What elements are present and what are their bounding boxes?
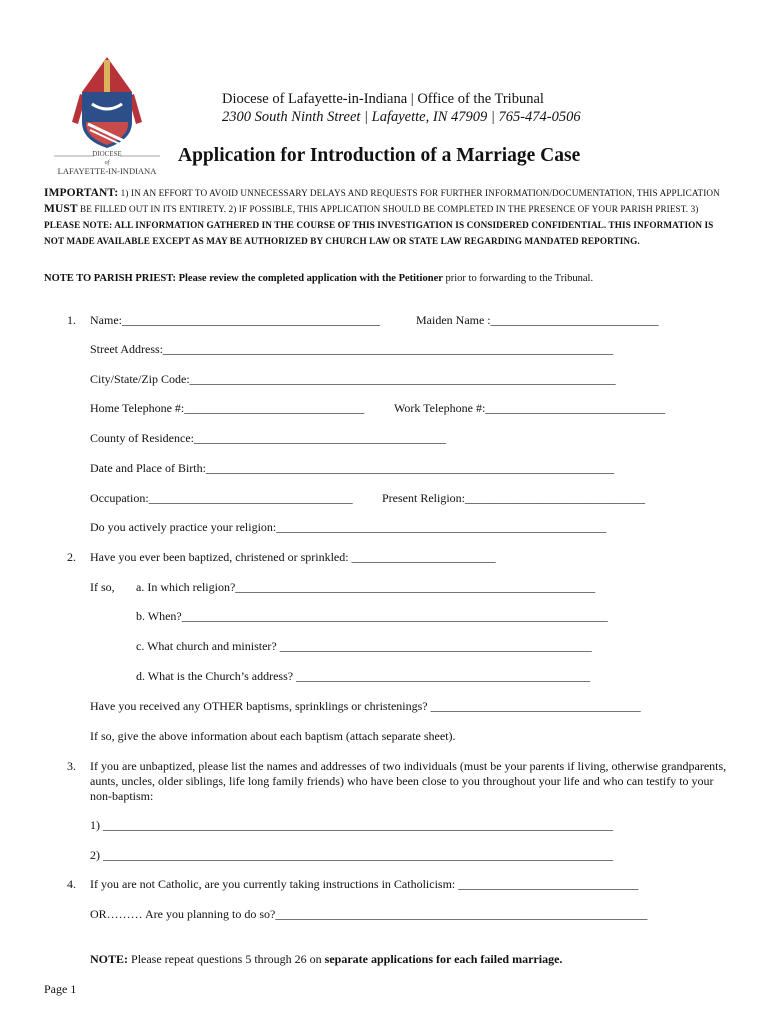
church-address-field[interactable]: d. What is the Church’s address? _________________________________________________ bbox=[136, 669, 591, 683]
logo-text-3: LAFAYETTE-IN-INDIANA bbox=[57, 166, 157, 176]
note-priest-bold: : Please review the completed application with the Petitioner bbox=[172, 273, 443, 284]
present-religion-field[interactable]: Present Religion:______________________________ bbox=[382, 491, 645, 505]
if-so-label: If so, bbox=[90, 580, 115, 594]
important-notice bbox=[44, 185, 724, 249]
attach-note: If so, give the above information about each baptism (attach separate sheet). bbox=[90, 729, 456, 743]
county-field[interactable]: County of Residence:__________________________________________ bbox=[90, 431, 446, 445]
practice-religion-field[interactable]: Do you actively practice your religion:_______________________________________________________ bbox=[90, 520, 607, 534]
repeat-note-bold: separate applications for each failed marriage. bbox=[324, 952, 563, 966]
logo-text-2: of bbox=[104, 160, 110, 166]
church-minister-field[interactable]: c. What church and minister? ____________________________________________________ bbox=[136, 639, 592, 653]
street-address-field[interactable]: Street Address:___________________________________________________________________________ bbox=[90, 342, 613, 356]
baptized-field[interactable]: Have you ever been baptized, christened or sprinkled: ________________________ bbox=[90, 550, 496, 564]
birth-field[interactable]: Date and Place of Birth:____________________________________________________________________ bbox=[90, 461, 614, 475]
other-baptisms-field[interactable]: Have you received any OTHER baptisms, sprinklings or christenings? ___________________________________ bbox=[90, 699, 641, 713]
name-field[interactable]: Name:___________________________________________ bbox=[90, 313, 380, 327]
instructions-field[interactable]: If you are not Catholic, are you currently taking instructions in Catholicism: ______________________________ bbox=[90, 877, 639, 891]
important-text-3: PLEASE NOTE: ALL INFORMATION GATHERED IN THE COURSE OF THIS INVESTIGATION IS CONSIDERED CONFIDENTIAL. THIS INFORMATION IS NOT MADE AVAILABLE EXCEPT AS MAY BE AUTHORIZED BY CHURCH LAW OR STATE LAW REGARDING MANDATED REPORTING. bbox=[44, 220, 714, 246]
maiden-name-field[interactable]: Maiden Name :____________________________ bbox=[416, 313, 659, 327]
q3-text: If you are unbaptized, please list the names and addresses of two individuals (must be your parents if living, otherwise grandparents, aunts, uncles, older siblings, life long family friends) who have been close to you throughout your life and who can testify to your non-baptism: bbox=[90, 759, 727, 803]
witness-2-field[interactable]: 2) _____________________________________________________________________________________ bbox=[90, 848, 613, 862]
note-priest-label: NOTE TO PARISH PRIEST bbox=[44, 273, 173, 284]
repeat-note-label: NOTE: bbox=[90, 952, 129, 966]
work-telephone-field[interactable]: Work Telephone #:______________________________ bbox=[394, 401, 666, 415]
page-title: Application for Introduction of a Marriage Case bbox=[178, 145, 581, 166]
important-must: MUST bbox=[44, 203, 78, 215]
logo-text-1: DIOCESE bbox=[92, 150, 122, 158]
city-state-zip-field[interactable]: City/State/Zip Code:_______________________________________________________________________ bbox=[90, 372, 616, 386]
important-text-2: BE FILLED OUT IN ITS ENTIRETY. 2) IF POSSIBLE, THIS APPLICATION SHOULD BE COMPLETED IN THE PRESENCE OF YOUR PARISH PRIEST. 3) bbox=[77, 204, 699, 214]
office-address: 2300 South Ninth Street | Lafayette, IN 47909 | 765-474-0506 bbox=[222, 109, 581, 125]
home-telephone-field[interactable]: Home Telephone #:______________________________ bbox=[90, 401, 365, 415]
note-priest-rest: prior to forwarding to the Tribunal. bbox=[442, 273, 594, 284]
planning-field[interactable]: OR……… Are you planning to do so?______________________________________________________________ bbox=[90, 907, 648, 921]
q3-number: 3. bbox=[67, 759, 76, 773]
diocese-logo bbox=[52, 52, 162, 182]
q1-number: 1. bbox=[67, 313, 76, 327]
q4-number: 4. bbox=[67, 877, 76, 891]
occupation-field[interactable]: Occupation:__________________________________ bbox=[90, 491, 353, 505]
note-to-priest bbox=[44, 273, 593, 284]
religion-field[interactable]: a. In which religion?____________________________________________________________ bbox=[136, 580, 596, 594]
diocese-crest-icon bbox=[52, 52, 162, 182]
q2-number: 2. bbox=[67, 550, 76, 564]
important-text-1: 1) IN AN EFFORT TO AVOID UNNECESSARY DELAYS AND REQUESTS FOR FURTHER INFORMATION/DOCUMENTATION, THIS APPLICATION bbox=[118, 188, 720, 198]
page-number: Page 1 bbox=[44, 982, 77, 996]
office-header: Diocese of Lafayette-in-Indiana | Office of the Tribunal bbox=[222, 91, 544, 107]
witness-1-field[interactable]: 1) _____________________________________________________________________________________ bbox=[90, 818, 613, 832]
repeat-note bbox=[90, 952, 562, 967]
repeat-note-text: Please repeat questions 5 through 26 on bbox=[128, 952, 325, 966]
when-field[interactable]: b. When?_______________________________________________________________________ bbox=[136, 609, 608, 623]
important-label: IMPORTANT: bbox=[44, 187, 119, 199]
